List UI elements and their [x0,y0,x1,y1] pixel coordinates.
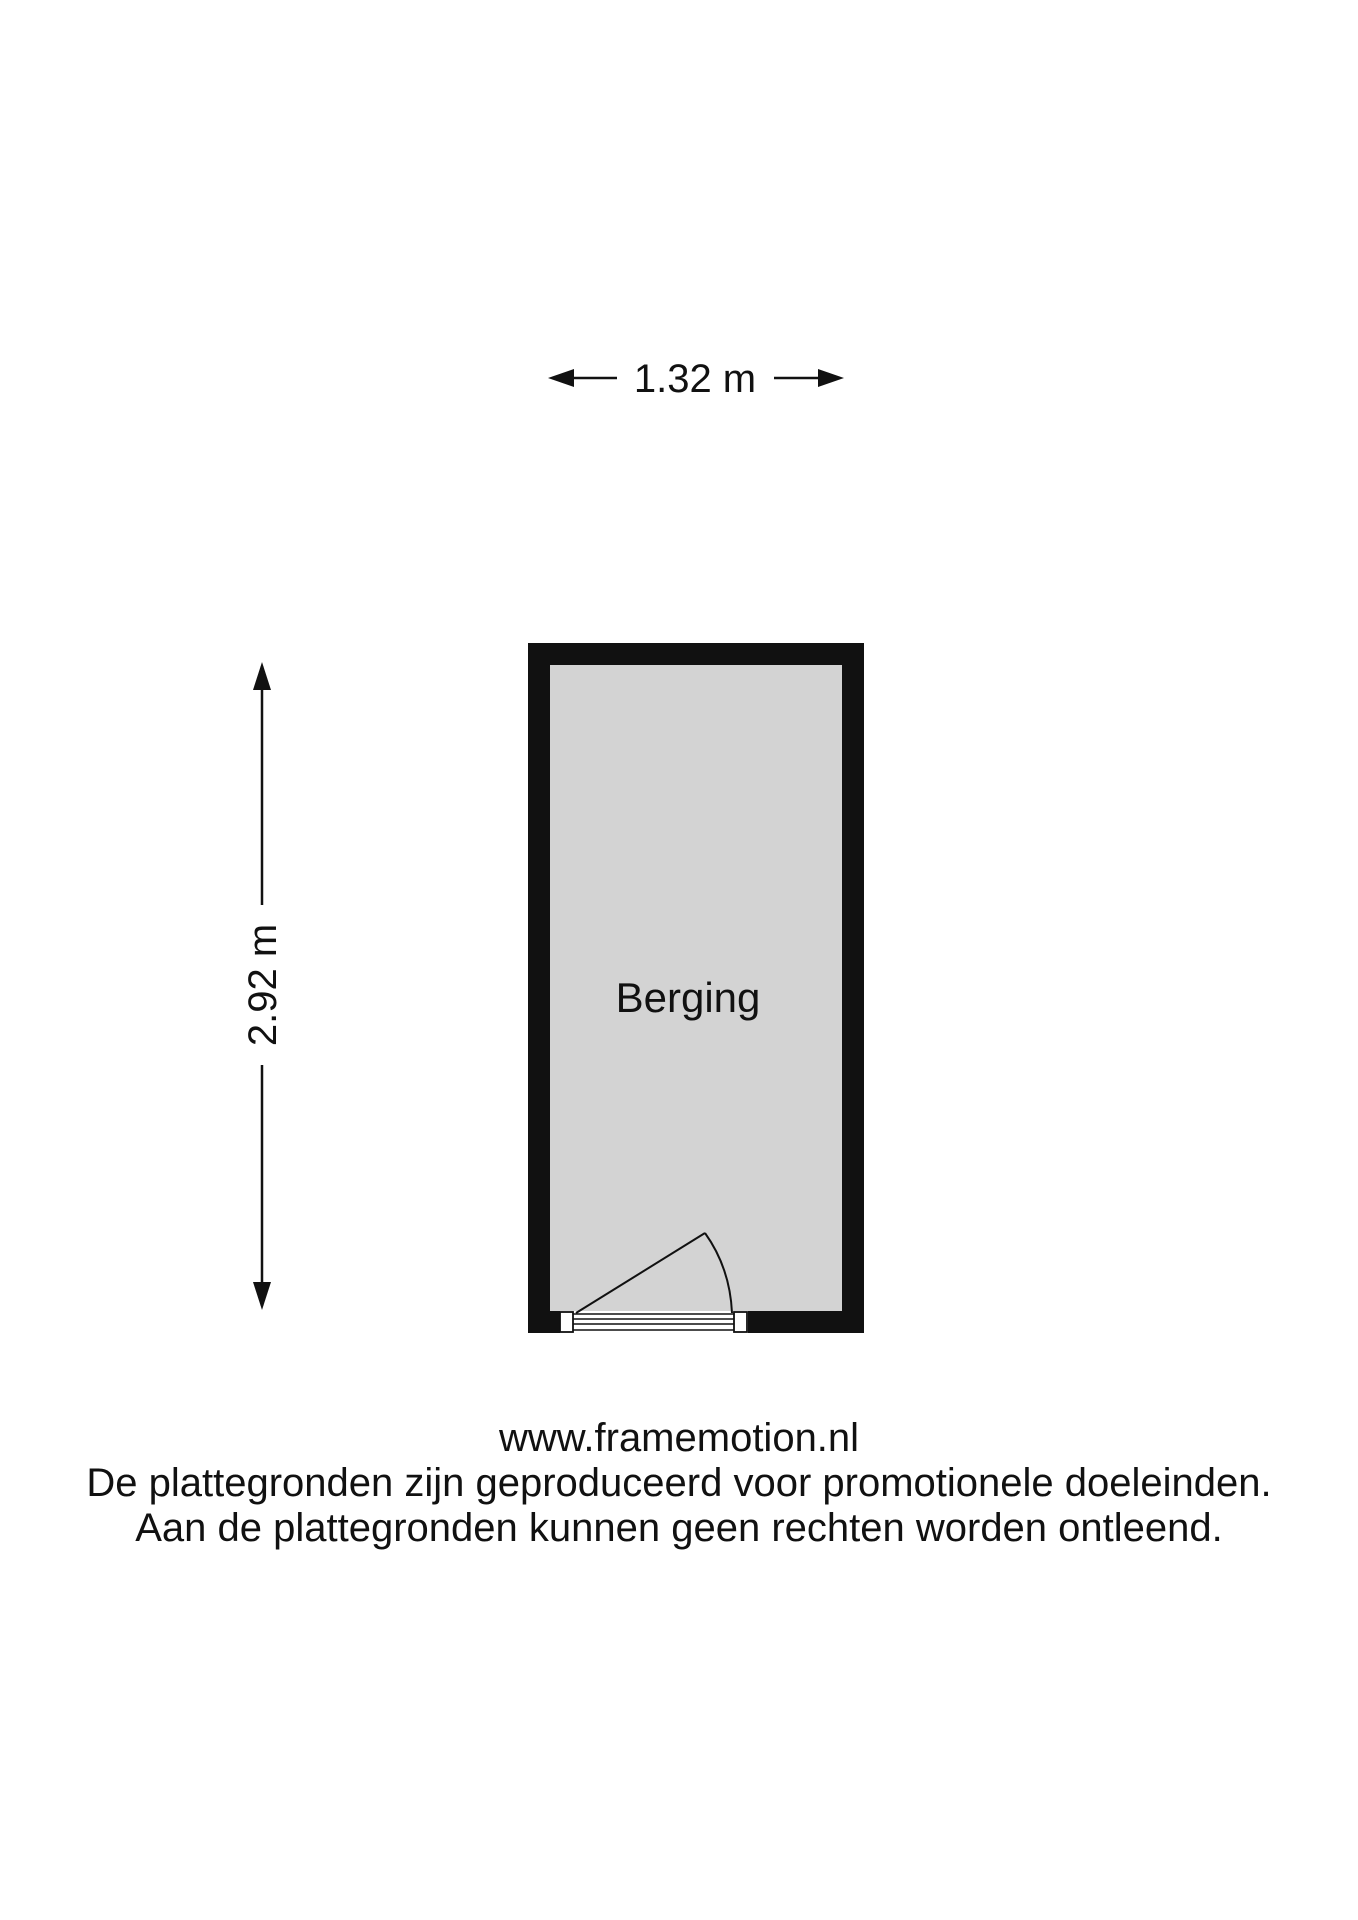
disclaimer-line-2: Aan de plattegronden kunnen geen rechten worden ontleend. [135,1506,1223,1550]
width-dimension-label: 1.32 m [633,357,757,401]
website-text: www.framemotion.nl [498,1416,860,1460]
height-dimension-arrow-bottom [253,1282,271,1310]
width-dimension-arrow-left [548,369,574,387]
disclaimer-line-1: De plattegronden zijn geproduceerd voor promotionele doeleinden. [86,1461,1272,1505]
height-dimension-label: 2.92 m [241,923,285,1047]
width-dimension [548,357,844,401]
height-dimension-arrow-top [253,662,271,690]
room-label: Berging [615,974,761,1021]
room-berging [528,643,864,1333]
door-jamb-left [560,1312,573,1332]
height-dimension [241,662,285,1310]
door-jamb-right [734,1312,747,1332]
width-dimension-arrow-right [818,369,844,387]
footer-notes [0,1416,1358,1551]
